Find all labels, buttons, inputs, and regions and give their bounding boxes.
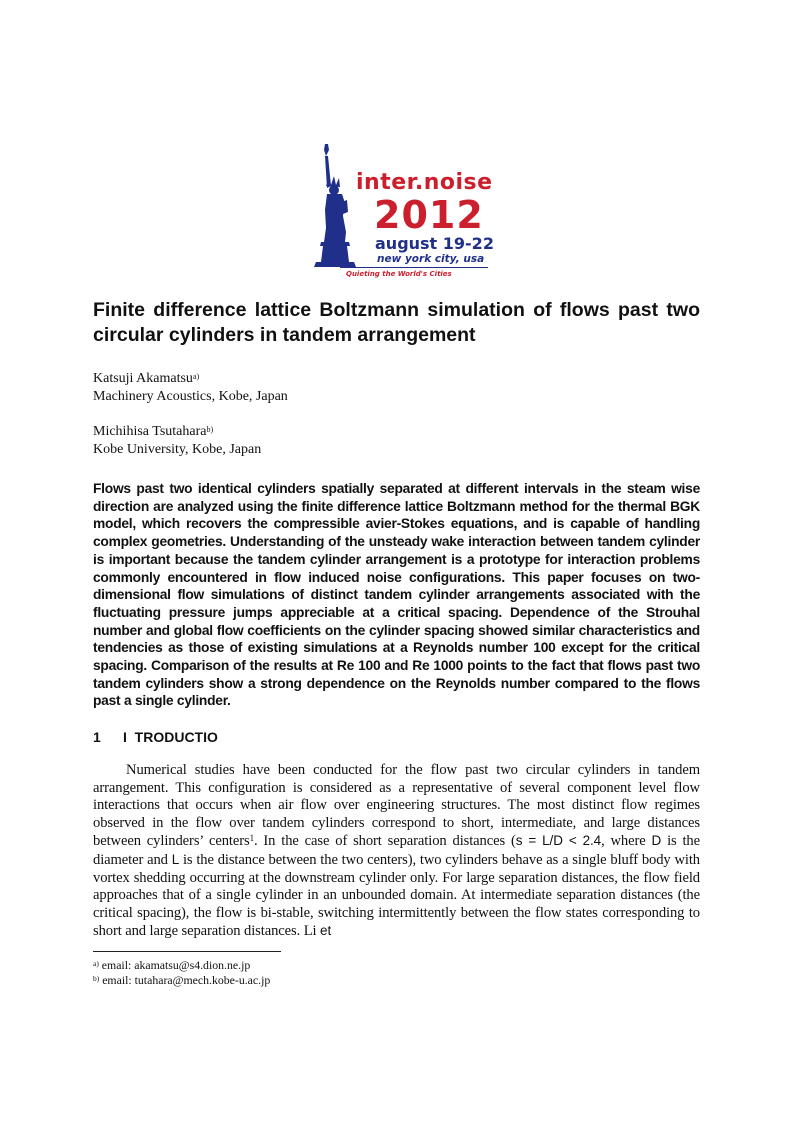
paper-title: Finite difference lattice Boltzmann simulation of flows past two circular cylinders in tandem arrangement	[93, 299, 700, 346]
logo-brand: inter.noise	[356, 170, 493, 195]
logo-divider	[340, 267, 488, 268]
statue-of-liberty-icon	[312, 142, 372, 270]
math-distance: L	[171, 851, 180, 867]
author-2-affiliation: Kobe University, Kobe, Japan	[93, 442, 262, 457]
author-1-name: Katsuji Akamatsu$^{a)}$	[93, 371, 200, 386]
logo-tagline: Quieting the World's Cities	[346, 270, 452, 278]
body-paragraph: Numerical studies have been conducted for the flow past two circular cylinders in tandem arrangement. This configuration is considered as a representative of several component level flow interactions that occurs when air flow over engineering structures. The most distinct flow regimes observed in the flow over tandem cylinders correspond to short, intermediate, and large distances between cylinders’ centers$^1$. In the case of short separation distances (s = L/D < 2.4, where D is the diameter and L is the distance between the two centers), two cylinders behave as a single bluff body with vortex shedding occurring at the downstream cylinder only. For large separation distances, the flow field approaches that of a single cylinder in an unbounded domain. At intermediate separation distances (the critical spacing), the flow is bi-stable, switching intermittently between the flow states corresponding to short and large separation distances. Li et	[93, 762, 701, 940]
footnote-1: $^{a)}$ email: akamatsu@s4.dion.ne.jp	[93, 958, 251, 972]
author-1-affiliation: Machinery Acoustics, Kobe, Japan	[93, 389, 288, 404]
section-title: I TRODUCTIO	[123, 729, 218, 745]
footnote-divider	[93, 951, 281, 952]
math-spacing-ratio: s = L/D < 2.4	[515, 833, 602, 849]
author-2-name: Michihisa Tsutahara$^{b)}$	[93, 424, 214, 439]
author-2-mark: b)	[206, 425, 214, 434]
math-et: et	[320, 923, 332, 939]
logo-year: 2012	[374, 193, 484, 237]
section-heading	[93, 729, 218, 745]
footnote-2: $^{b)}$ email: tutahara@mech.kobe-u.ac.jp	[93, 973, 271, 987]
math-diameter: D	[651, 833, 662, 849]
logo-dates: august 19-22	[375, 234, 494, 253]
section-number: 1	[93, 729, 101, 745]
reference-1: 1	[249, 833, 254, 844]
author-1-mark: a)	[192, 372, 200, 381]
logo-city: new york city, usa	[377, 253, 485, 265]
abstract: Flows past two identical cylinders spatially separated at different intervals in the steam wise direction are analyzed using the finite difference lattice Boltzmann method for the thermal BGK model, which recovers the compressible avier-Stokes equations, and is capable of handling complex geometries. Understanding of the unsteady wake interaction between tandem cylinder is important because the tandem cylinder arrangement is a prototype for interaction problems commonly encountered in flow induced noise configurations. This paper focuses on two-dimensional flow simulations of distinct tandem cylinder arrangements associated with the fluctuating pressure jumps appreciable at a critical spacing. Dependence of the Strouhal number and global flow coefficients on the cylinder spacing showed similar characteristics and tendencies as those of existing simulations at a Reynolds number 100 except for the critical spacing. Comparison of the results at Re 100 and Re 1000 points to the fact that flows past two tandem cylinders show a strong dependence on the Reynolds number compared to the flows past a single cylinder.	[93, 481, 700, 709]
